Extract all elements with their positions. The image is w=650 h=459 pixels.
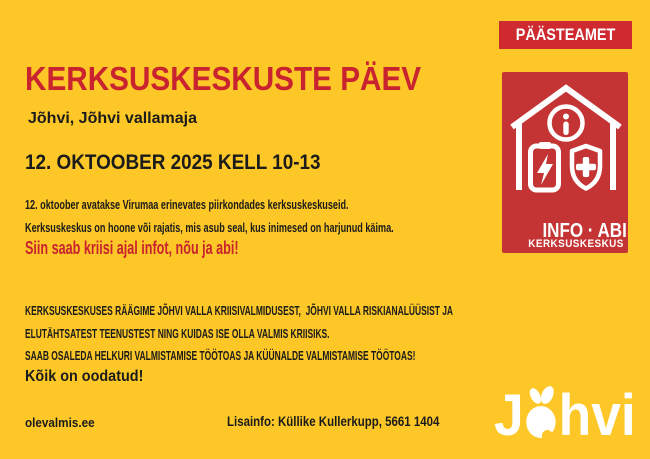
logo-letters-hvi: hvi <box>558 383 636 448</box>
paasteamet-badge <box>499 21 632 49</box>
info-icon <box>550 107 583 140</box>
logo-letter-j: J <box>494 383 524 448</box>
johvi-logo <box>494 383 636 448</box>
details-line-2: ELUTÄHTSATEST TEENUSTEST NING KUIDAS ISE OLLA VALMIS KRIISIKS. <box>25 326 330 341</box>
poster-title: KERKSUSKESKUSTE PÄEV <box>25 60 422 97</box>
intro-line-2: Kerksuskeskus on hoone või rajatis, mis asub seal, kus inimesed on harjunud käima. <box>25 220 394 235</box>
badge-label: PÄÄSTEAMET <box>515 25 616 44</box>
kerksuskeskus-emblem-icon <box>502 74 628 196</box>
apple-leaf-icon <box>525 386 558 440</box>
details-line-1: KERKSUSKESKUSES RÄÄGIME JÕHVI VALLA KRIISIVALMIDUSEST, JÕHVI VALLA RISKIANALÜÜSIST JA <box>25 303 454 318</box>
date-time-line: 12. OKTOOBER 2025 KELL 10-13 <box>25 151 321 174</box>
battery-icon <box>531 142 559 190</box>
website-text: olevalmis.ee <box>25 415 95 430</box>
details-line-3: SAAB OSALEDA HELKURI VALMISTAMISE TÖÖTOAS JA KÜÜNALDE VALMISTAMISE TÖÖTOAS! <box>25 348 416 363</box>
intro-line-1: 12. oktoober avatakse Virumaa erinevates piirkondades kerksuskeskuseid. <box>25 197 349 212</box>
contact-text: Lisainfo: Küllike Kullerkupp, 5661 1404 <box>227 414 440 429</box>
highlight-line: Siin saab kriisi ajal infot, nõu ja abi! <box>25 238 239 258</box>
location-line: Jõhvi, Jõhvi vallamaja <box>28 110 197 127</box>
welcome-line: Kõik on oodatud! <box>25 368 144 385</box>
info-box-subtitle: KERKSUSKESKUS <box>528 238 625 250</box>
shield-cross-icon <box>572 146 600 189</box>
info-abi-box <box>502 72 628 253</box>
info-box-title: INFO · ABI <box>542 220 628 242</box>
